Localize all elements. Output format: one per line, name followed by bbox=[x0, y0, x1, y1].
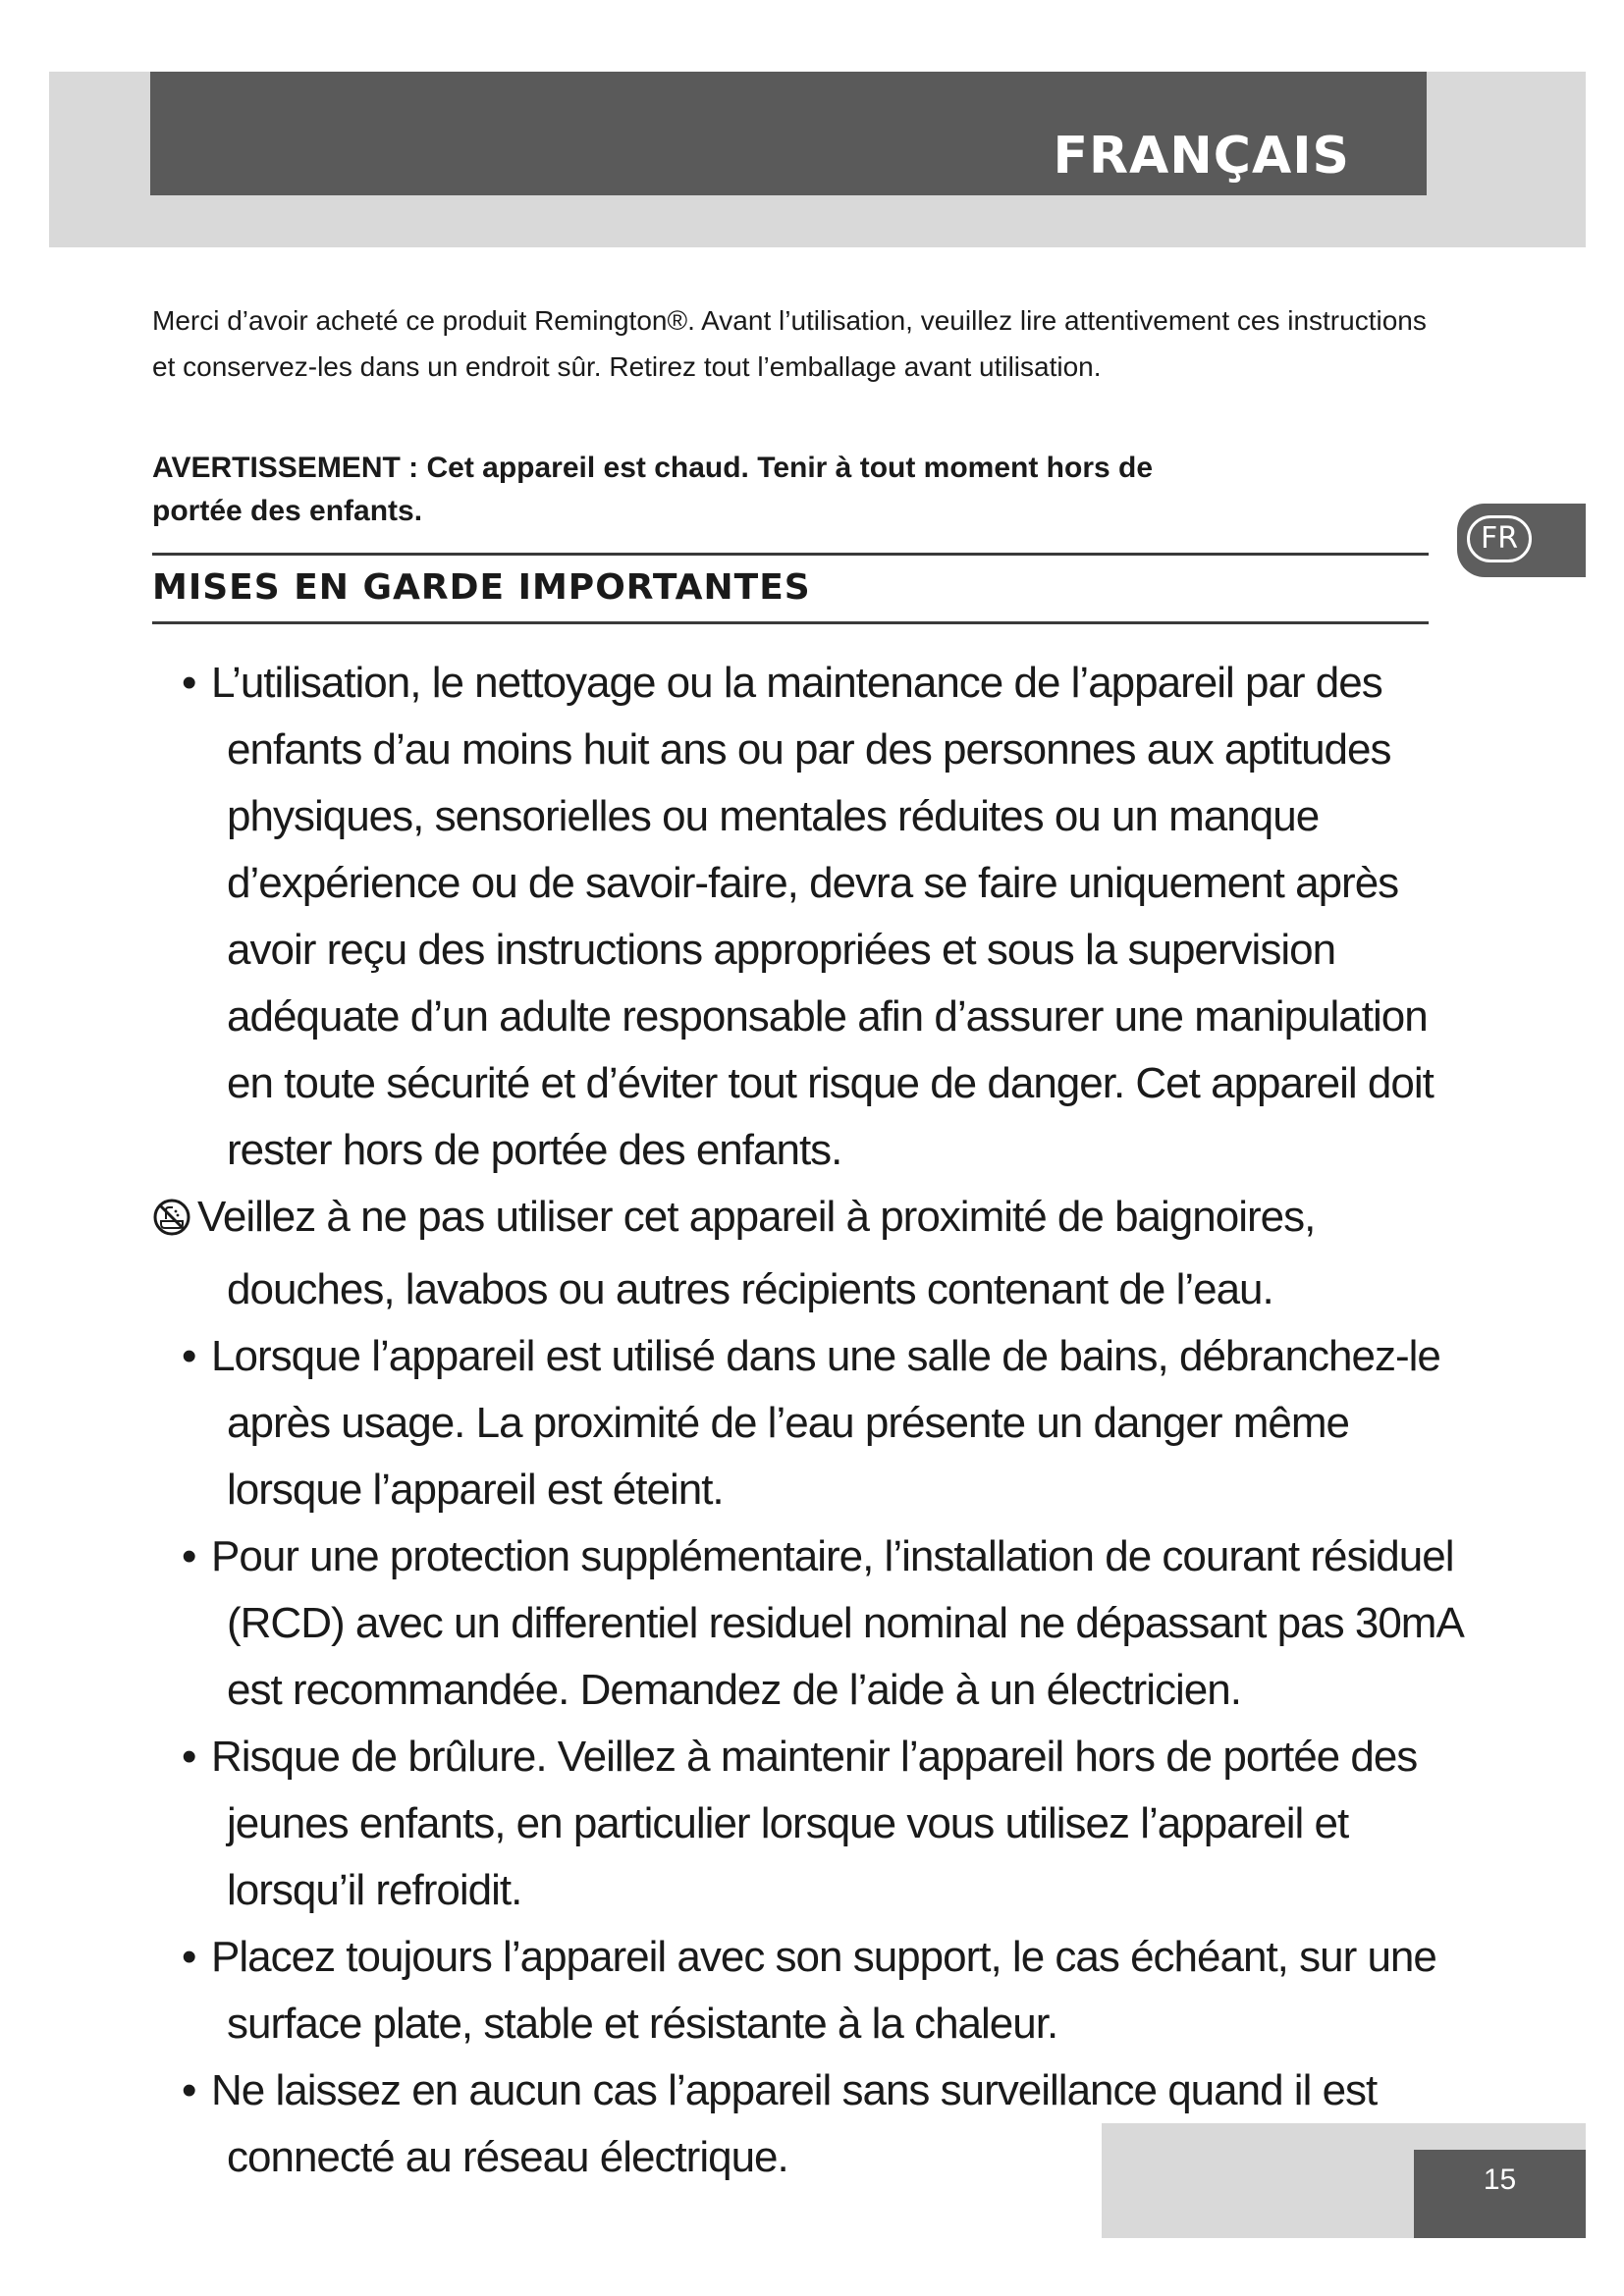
language-tab bbox=[1457, 504, 1586, 577]
no-bath-water-icon bbox=[152, 1190, 197, 1256]
bullet: • bbox=[182, 1332, 196, 1380]
list-item-text: Placez toujours l’appareil avec son support, le cas échéant, sur une surface plate, stable et résistante à la chaleur. bbox=[211, 1933, 1436, 2048]
page-number: 15 bbox=[1483, 2163, 1517, 2196]
footer-box bbox=[1414, 2150, 1586, 2238]
list-item bbox=[152, 650, 1468, 1184]
list-item-text: L’utilisation, le nettoyage ou la maintenance de l’appareil par des enfants d’au moins huit ans ou par des personnes aux aptitudes physiques, sensorielles ou mentales réduites ou un manque d’expérience ou de savoir-faire, devra se faire uniquement après avoir reçu des instructions appropriées et sous la supervision adéquate d’un adulte responsable afin d’assurer une manipulation en toute sécurité et d’éviter tout risque de danger. Cet appareil doit rester hors de portée des enfants. bbox=[211, 659, 1434, 1174]
bullet: • bbox=[182, 659, 196, 707]
section-rule-bottom bbox=[152, 621, 1429, 624]
list-item bbox=[152, 1523, 1468, 1724]
list-item-text: Ne laissez en aucun cas l’appareil sans surveillance quand il est connecté au réseau électrique. bbox=[211, 2066, 1378, 2181]
bullet: • bbox=[182, 2066, 196, 2114]
list-item-text: Pour une protection supplémentaire, l’installation de courant résiduel (RCD) avec un differentiel residuel nominal ne dépassant pas 30mA est recommandée. Demandez de l’aide à un électricien. bbox=[211, 1532, 1462, 1714]
language-badge: FR bbox=[1467, 515, 1532, 562]
safety-list bbox=[152, 650, 1468, 2191]
bullet: • bbox=[182, 1532, 196, 1580]
list-item bbox=[152, 1924, 1468, 2057]
list-item-text: Lorsque l’appareil est utilisé dans une salle de bains, débranchez-le après usage. La proximité de l’eau présente un danger même lorsque l’appareil est éteint. bbox=[211, 1332, 1440, 1514]
list-item bbox=[152, 1724, 1468, 1924]
list-item bbox=[152, 1323, 1468, 1523]
list-item-text: Risque de brûlure. Veillez à maintenir l’appareil hors de portée des jeunes enfants, en particulier lorsque vous utilisez l’appareil et lorsqu’il refroidit. bbox=[211, 1733, 1418, 1914]
language-title: FRANÇAIS bbox=[1053, 127, 1350, 186]
section-title: MISES EN GARDE IMPORTANTES bbox=[152, 567, 811, 608]
bullet: • bbox=[182, 1933, 196, 1981]
warning-paragraph: AVERTISSEMENT : Cet appareil est chaud. Tenir à tout moment hors de portée des enfants. bbox=[152, 452, 1154, 527]
header-bar bbox=[150, 72, 1427, 195]
list-item-text: Veillez à ne pas utiliser cet appareil à proximité de baignoires, douches, lavabos ou autres récipients contenant de l’eau. bbox=[197, 1193, 1316, 1313]
section-rule-top bbox=[152, 553, 1429, 556]
intro-paragraph: Merci d’avoir acheté ce produit Remington®. Avant l’utilisation, veuillez lire attentivement ces instructions et conservez-les dans un endroit sûr. Retirez tout l’emballage avant utilisation. bbox=[152, 305, 1427, 382]
bullet: • bbox=[182, 1733, 196, 1781]
list-item bbox=[152, 1184, 1468, 1323]
